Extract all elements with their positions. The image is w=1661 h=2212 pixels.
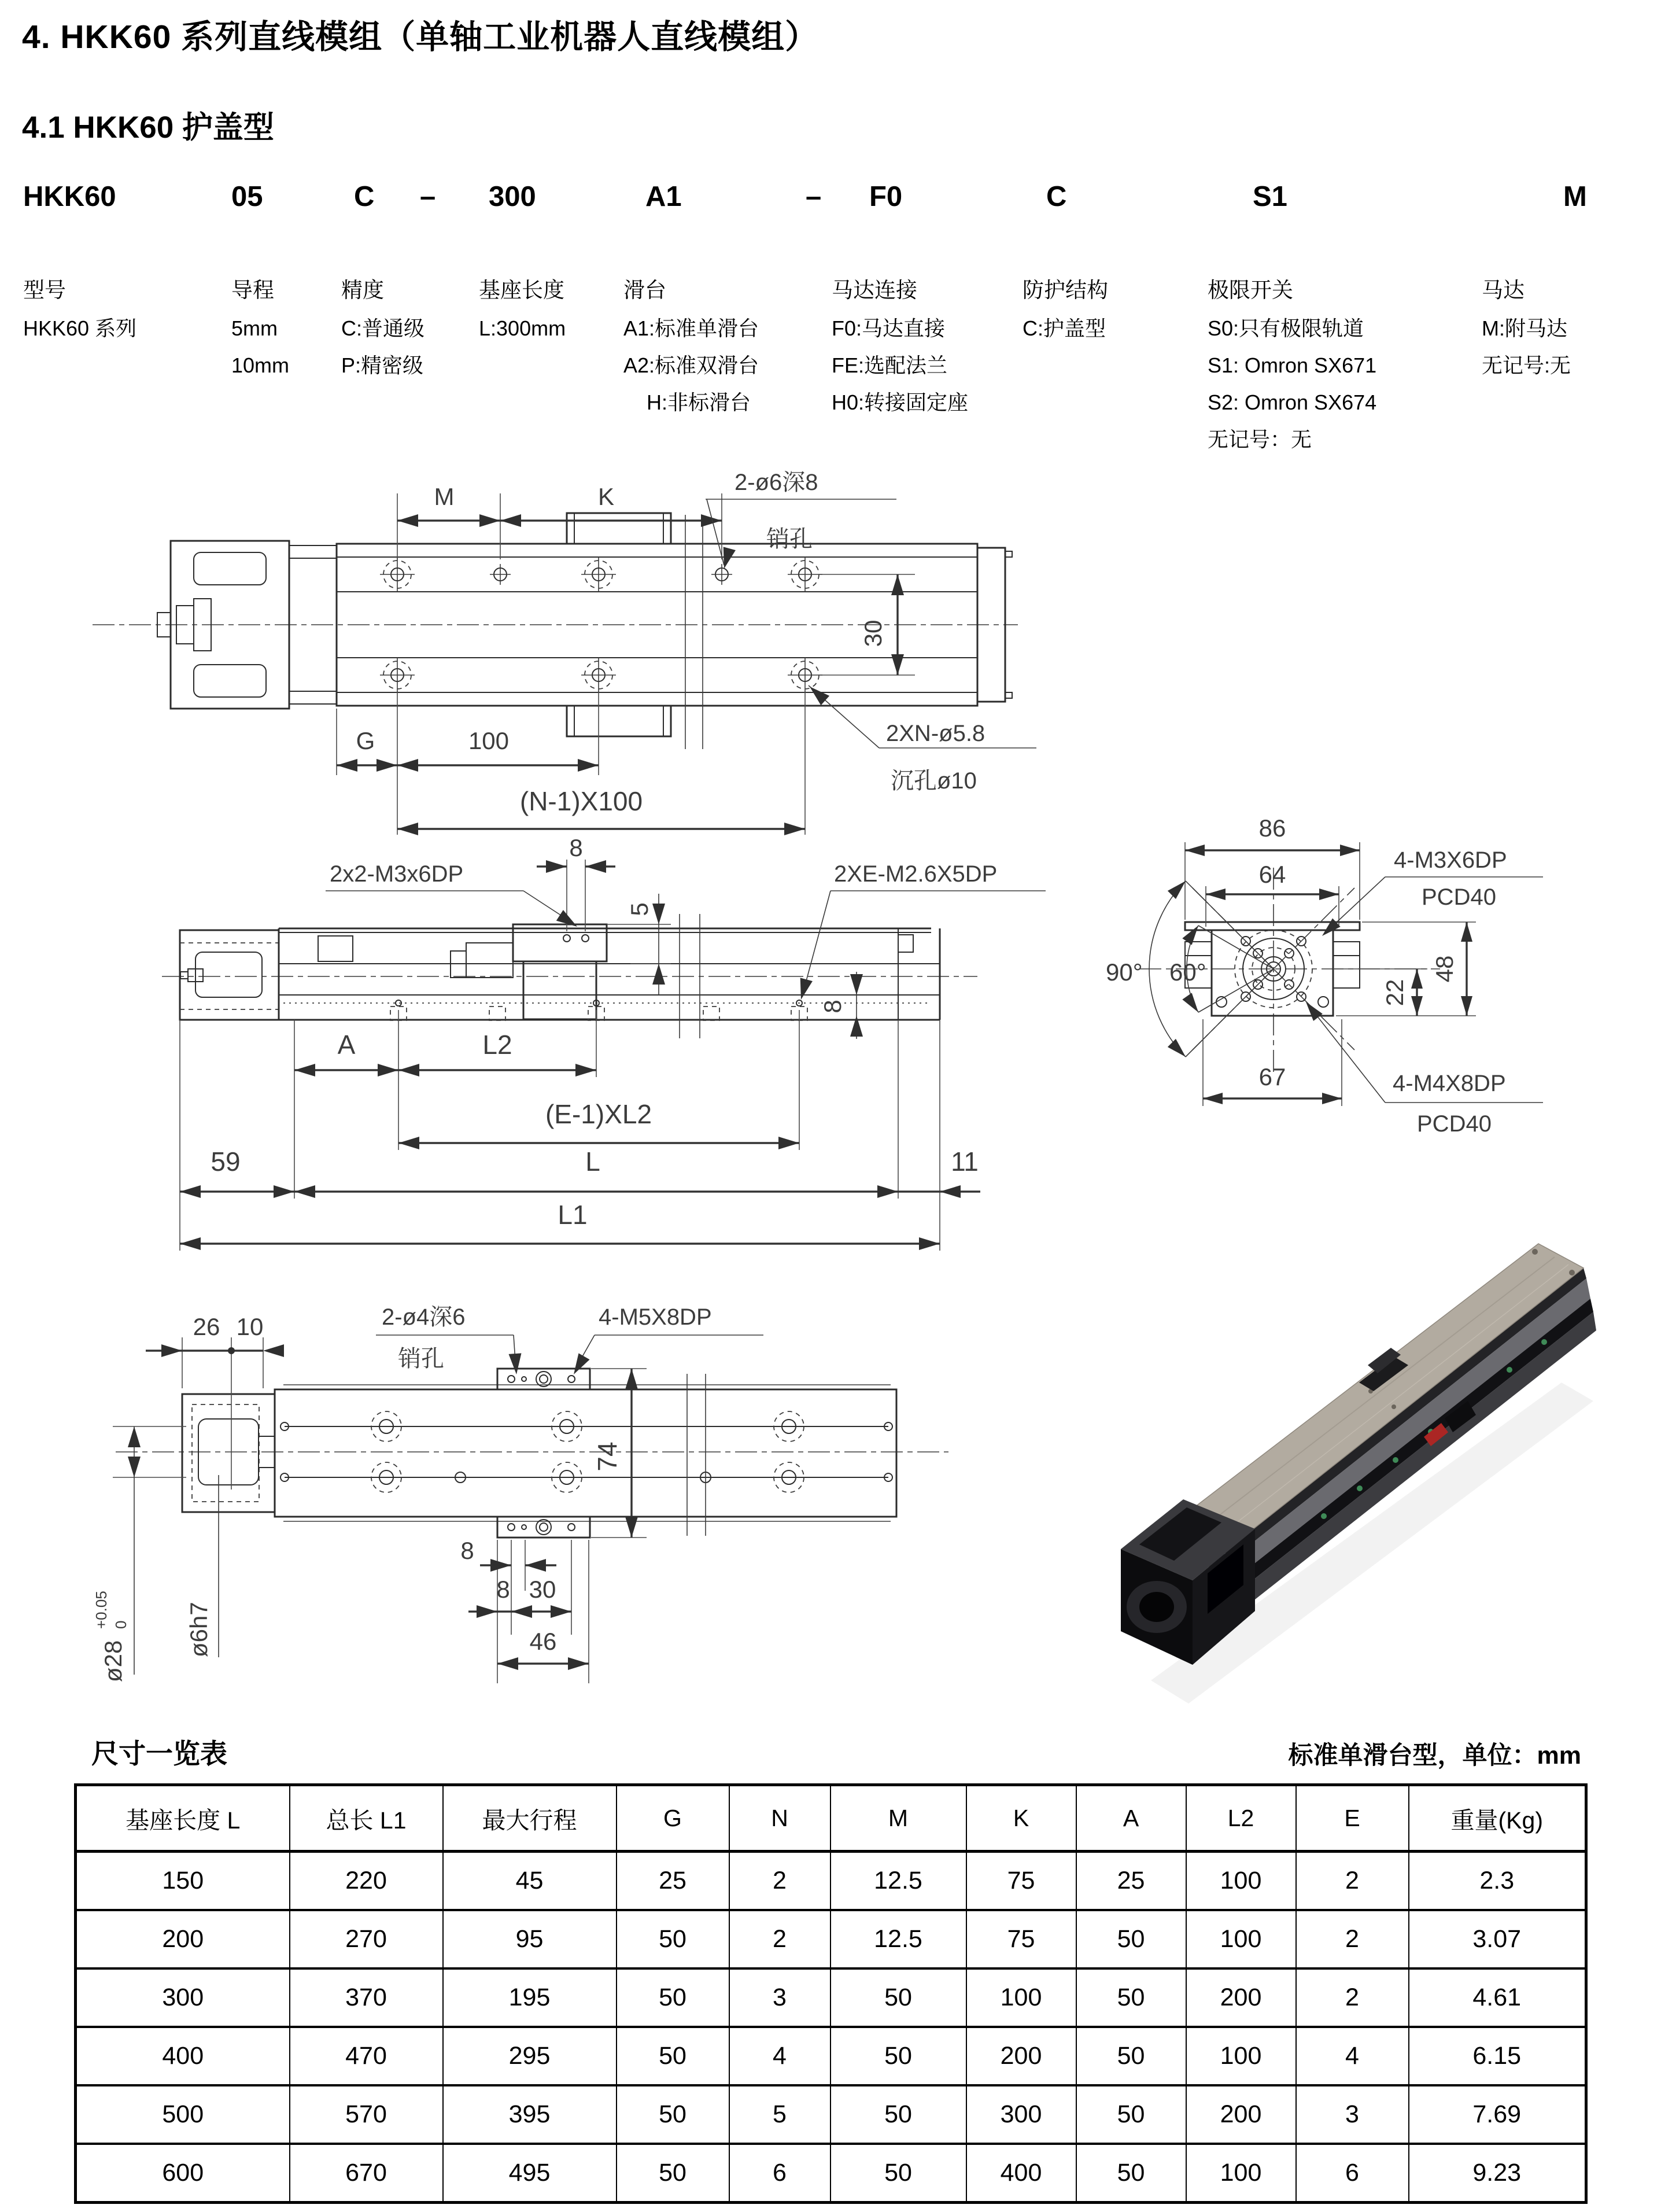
dim-K: K: [597, 483, 615, 510]
table-row: [76, 2144, 1586, 2203]
table-cell: 195: [443, 1968, 617, 2027]
top-cover: [1180, 1244, 1584, 1551]
dim-5: 5: [626, 902, 653, 916]
dim-8b: 8: [496, 1576, 510, 1603]
col-M: M: [830, 1785, 966, 1852]
dim-G: G: [356, 727, 375, 754]
side-thread-holes: [390, 1000, 807, 1020]
spec-option: FE:选配法兰: [832, 353, 948, 377]
spec-option: 10mm: [231, 353, 290, 377]
table-cell: 50: [830, 1968, 966, 2027]
code-motor: M: [1563, 181, 1587, 212]
table-cell: 12.5: [830, 1852, 966, 1911]
mount-holes-bottom: [380, 658, 822, 692]
note-m4-pcd: PCD40: [1417, 1111, 1492, 1137]
dim-8-right: 8: [819, 1000, 846, 1013]
table-cell: 5: [729, 2085, 830, 2144]
table-cell: 9.23: [1409, 2144, 1586, 2203]
mount-holes-top: [380, 557, 822, 592]
table-cell: 6: [1296, 2144, 1409, 2203]
dim-64: 64: [1258, 861, 1286, 888]
note-m4-screws: 4-M4X8DP: [1393, 1071, 1506, 1096]
product-photo: [1070, 1192, 1661, 1712]
dim-L1: L1: [558, 1200, 588, 1230]
table-cell: 270: [290, 1910, 443, 1968]
col-E: E: [1296, 1785, 1409, 1852]
dim-46: 46: [529, 1628, 557, 1655]
table-cell: 100: [1186, 1852, 1296, 1911]
table-cell: 200: [1186, 2085, 1296, 2144]
table-title: 尺寸一览表: [91, 1738, 227, 1769]
note-counterbore: 2XN-ø5.8: [886, 721, 985, 746]
table-cell: 25: [617, 1852, 729, 1911]
table-cell: 6: [729, 2144, 830, 2203]
table-cell: 45: [443, 1852, 617, 1911]
col-weight: 重量(Kg): [1409, 1785, 1586, 1852]
svg-text:0: 0: [112, 1620, 130, 1629]
svg-text:+0.05: +0.05: [93, 1591, 110, 1629]
code-motor-conn: F0: [869, 181, 903, 212]
table-cell: 75: [966, 1852, 1076, 1911]
note-counterbore-2: 沉孔ø10: [891, 768, 977, 794]
svg-text:ø28: ø28: [99, 1640, 127, 1682]
table-cell: 50: [1076, 2144, 1186, 2203]
dim-74: 74: [592, 1442, 622, 1472]
dim-dia28: [93, 1591, 130, 1682]
dim-11: 11: [951, 1146, 979, 1177]
col-base-length: 基座长度 L: [76, 1785, 290, 1852]
col-total-length: 总长 L1: [290, 1785, 443, 1852]
table-cell: 500: [76, 2085, 290, 2144]
dim-8-top: 8: [569, 834, 583, 861]
table-cell: 100: [966, 1968, 1076, 2027]
spec-option: HKK60 系列: [23, 316, 137, 340]
table-cell: 300: [966, 2085, 1076, 2144]
table-cell: 50: [617, 2085, 729, 2144]
dim-67: 67: [1258, 1063, 1286, 1090]
code-dash-1: –: [420, 181, 436, 212]
table-cell: 50: [830, 2085, 966, 2144]
table-cell: 50: [617, 2027, 729, 2085]
note-slider-screws: 2x2-M3x6DP: [330, 861, 464, 887]
spec-option: A1:标准单滑台: [623, 316, 759, 340]
spec-option: 无记号：无: [1208, 427, 1312, 451]
col-max-stroke: 最大行程: [443, 1785, 617, 1852]
table-cell: 50: [1076, 1968, 1186, 2027]
table-cell: 495: [443, 2144, 617, 2203]
drawing-end-view: [1070, 781, 1661, 1168]
table-cell: 2: [1296, 1852, 1409, 1911]
spec-col-slider: 滑台 A1:标准单滑台 A2:标准双滑台 H:非标滑台: [623, 272, 759, 421]
spec-option: M:附马达: [1482, 316, 1567, 340]
dim-48: 48: [1431, 955, 1458, 983]
spec-option: F0:马达直接: [832, 316, 946, 340]
note-m3-pcd: PCD40: [1422, 884, 1496, 910]
code-limit-sw: S1: [1253, 181, 1287, 212]
dim-30b: 30: [529, 1576, 556, 1603]
table-row: [76, 2027, 1586, 2085]
table-cell: 25: [1076, 1852, 1186, 1911]
table-cell: 4: [729, 2027, 830, 2085]
table-cell: 50: [617, 1968, 729, 2027]
table-unit-note: 标准单滑台型，单位：mm: [1288, 1742, 1581, 1769]
code-dash-2: –: [806, 181, 822, 212]
spec-option: S0:只有极限轨道: [1208, 316, 1364, 340]
spec-option: L:300mm: [479, 316, 566, 340]
dim-10: 10: [236, 1313, 264, 1340]
code-lead: 05: [231, 181, 263, 212]
code-slider: A1: [645, 181, 682, 212]
dim-L: L: [585, 1146, 600, 1177]
table-cell: 2.3: [1409, 1852, 1586, 1911]
dim-L2: L2: [482, 1030, 512, 1060]
dim-angle-90: 90°: [1106, 958, 1143, 986]
dimension-table: [74, 1783, 1588, 2204]
code-length: 300: [489, 181, 536, 212]
code-series: HKK60: [23, 181, 116, 212]
table-cell: 400: [76, 2027, 290, 2085]
table-header-row: [76, 1785, 1586, 1852]
table-cell: 570: [290, 2085, 443, 2144]
spec-col-length: 基座长度 L:300mm: [479, 272, 566, 347]
table-cell: 200: [966, 2027, 1076, 2085]
spec-option: S1: Omron SX671: [1208, 353, 1377, 377]
table-cell: 50: [617, 1910, 729, 1968]
note-pin-hole: 2-ø6深8: [734, 470, 818, 495]
note-pin: 2-ø4深6: [382, 1304, 466, 1330]
dim-26: 26: [193, 1313, 220, 1340]
table-cell: 50: [830, 2144, 966, 2203]
note-m5: 4-M5X8DP: [599, 1304, 712, 1330]
table-cell: 150: [76, 1852, 290, 1911]
size-table-section: [74, 1732, 1587, 2204]
table-row: [76, 1968, 1586, 2027]
dim-A: A: [337, 1030, 356, 1060]
table-cell: 75: [966, 1910, 1076, 1968]
table-cell: 3: [729, 1968, 830, 2027]
section-title: 4.1 HKK60 护盖型: [22, 110, 274, 145]
table-cell: 200: [76, 1910, 290, 1968]
table-cell: 95: [443, 1910, 617, 1968]
table-cell: 50: [1076, 2027, 1186, 2085]
table-row: [76, 1852, 1586, 1911]
col-K: K: [966, 1785, 1076, 1852]
spec-option: P:精密级: [341, 353, 424, 377]
dim-22: 22: [1381, 979, 1408, 1007]
table-cell: 2: [1296, 1910, 1409, 1968]
table-cell: 2: [1296, 1968, 1409, 2027]
table-cell: 4: [1296, 2027, 1409, 2085]
table-cell: 670: [290, 2144, 443, 2203]
spec-option: A2:标准双滑台: [623, 353, 759, 377]
code-protection: C: [1046, 181, 1067, 212]
dim-angle-60: 60°: [1169, 958, 1206, 986]
page-title: 4. HKK60 系列直线模组（单轴工业机器人直线模组）: [22, 19, 819, 56]
note-side-screws: 2XE-M2.6X5DP: [834, 861, 998, 887]
spec-col-motor-conn: 马达连接 F0:马达直接 FE:选配法兰 H0:转接固定座: [832, 272, 968, 421]
drawing-top-view: [58, 460, 1041, 842]
note-pin-2: 销孔: [398, 1346, 444, 1372]
table-cell: 600: [76, 2144, 290, 2203]
spec-col-accuracy: 精度 C:普通级 P:精密级: [341, 272, 425, 384]
table-cell: 50: [617, 2144, 729, 2203]
spec-option: 5mm: [231, 316, 278, 340]
dim-M: M: [434, 483, 455, 510]
table-row: [76, 2085, 1586, 2144]
spec-option: H0:转接固定座: [832, 390, 969, 414]
table-cell: 4.61: [1409, 1968, 1586, 2027]
col-N: N: [729, 1785, 830, 1852]
table-cell: 470: [290, 2027, 443, 2085]
dim-86: 86: [1258, 814, 1286, 842]
col-A: A: [1076, 1785, 1186, 1852]
table-cell: 2: [729, 1910, 830, 1968]
dim-100: 100: [468, 727, 510, 754]
dim-E1xL2: (E-1)XL2: [545, 1099, 652, 1129]
drawing-bottom-view: [35, 1244, 1018, 1724]
code-accuracy: C: [354, 181, 375, 212]
spec-option: C:护盖型: [1023, 316, 1106, 340]
table-cell: 295: [443, 2027, 617, 2085]
note-pin-hole-2: 销孔: [766, 526, 813, 552]
table-cell: 100: [1186, 2027, 1296, 2085]
col-G: G: [617, 1785, 729, 1852]
table-cell: 7.69: [1409, 2085, 1586, 2144]
spec-col-lead: 导程 5mm 10mm: [231, 272, 289, 384]
spec-option: C:普通级: [341, 316, 425, 340]
dim-59: 59: [211, 1146, 241, 1177]
table-cell: 12.5: [830, 1910, 966, 1968]
dim-n1x100: (N-1)X100: [519, 786, 643, 816]
table-cell: 3: [1296, 2085, 1409, 2144]
table-row: [76, 1910, 1586, 1968]
spec-col-model: 型号 HKK60 系列: [23, 272, 136, 347]
table-cell: 200: [1186, 1968, 1296, 2027]
table-cell: 2: [729, 1852, 830, 1911]
spec-col-protection: 防护结构 C:护盖型: [1023, 272, 1108, 347]
table-cell: 50: [830, 2027, 966, 2085]
spec-option: H:非标滑台: [647, 390, 751, 414]
table-cell: 100: [1186, 2144, 1296, 2203]
spec-col-limit-sw: 极限开关 S0:只有极限轨道 S1: Omron SX671 S2: Omron SX674 无记号：无: [1208, 272, 1376, 458]
table-cell: 3.07: [1409, 1910, 1586, 1968]
spec-col-motor: 马达 M:附马达 无记号:无: [1482, 272, 1571, 384]
dim-dia6h7: ø6h7: [185, 1602, 212, 1657]
table-cell: 220: [290, 1852, 443, 1911]
col-L2: L2: [1186, 1785, 1296, 1852]
table-cell: 395: [443, 2085, 617, 2144]
table-cell: 50: [1076, 2085, 1186, 2144]
table-cell: 370: [290, 1968, 443, 2027]
note-m3-screws: 4-M3X6DP: [1394, 847, 1507, 873]
dim-8a: 8: [460, 1537, 474, 1564]
table-cell: 300: [76, 1968, 290, 2027]
spec-option: 无记号:无: [1482, 353, 1571, 377]
drawing-front-view: [29, 834, 1076, 1255]
spec-option: S2: Omron SX674: [1208, 390, 1377, 414]
dim-30: 30: [859, 620, 887, 647]
table-cell: 50: [1076, 1910, 1186, 1968]
table-cell: 400: [966, 2144, 1076, 2203]
table-cell: 6.15: [1409, 2027, 1586, 2085]
table-cell: 100: [1186, 1910, 1296, 1968]
